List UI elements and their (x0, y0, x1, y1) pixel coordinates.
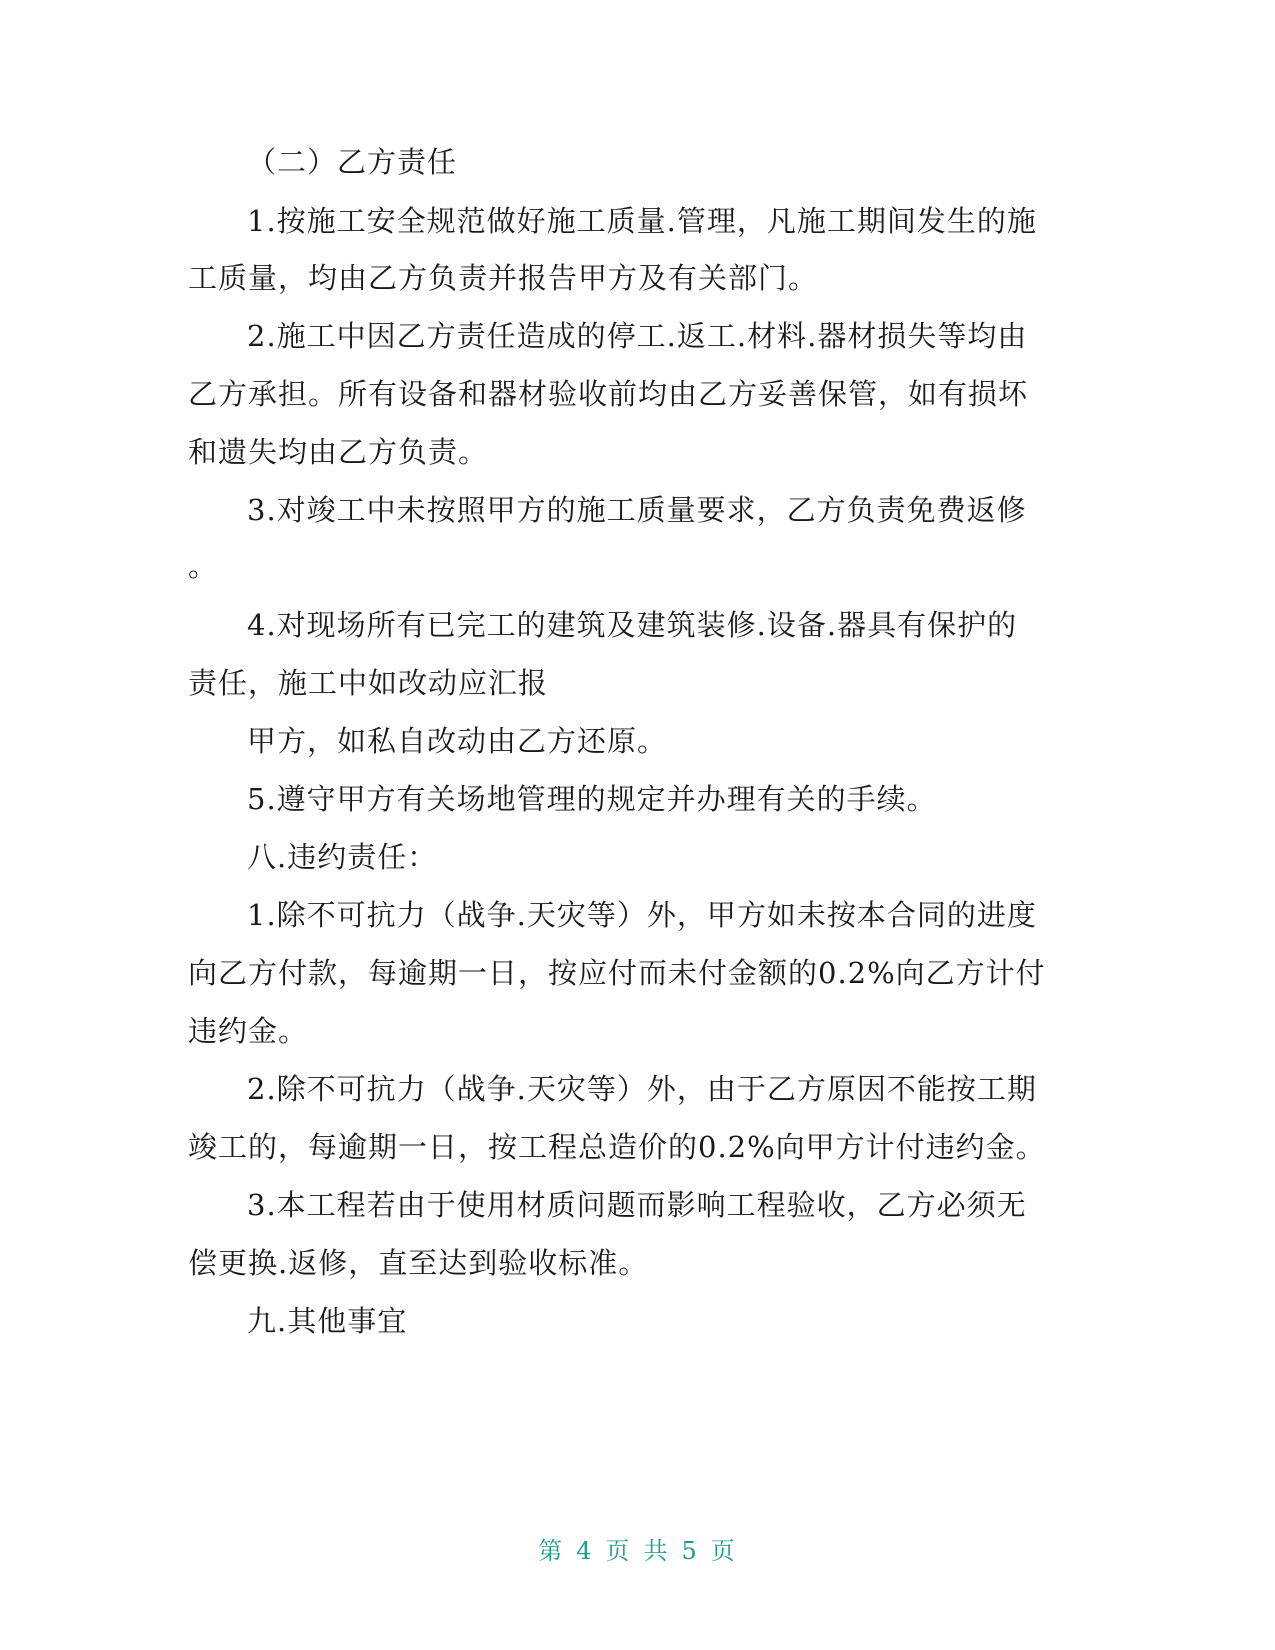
footer-current-page: 4 (576, 1537, 594, 1565)
paragraph-line: 1.除不可抗力（战争.天灾等）外，甲方如未按本合同的进度 (247, 898, 1037, 932)
paragraph-line: 偿更换.返修，直至达到验收标准。 (188, 1246, 649, 1280)
paragraph-line: 2.施工中因乙方责任造成的停工.返工.材料.器材损失等均由 (247, 319, 1028, 353)
paragraph-line: 甲方，如私自改动由乙方还原。 (247, 724, 668, 758)
footer-suffix: 页 (710, 1537, 737, 1565)
paragraph-line: 违约金。 (188, 1014, 309, 1048)
paragraph-line: 乙方承担。所有设备和器材验收前均由乙方妥善保管，如有损坏 (188, 377, 1029, 411)
section-heading: 九.其他事宜 (247, 1304, 408, 1338)
paragraph-line: 1.按施工安全规范做好施工质量.管理，凡施工期间发生的施 (247, 204, 1037, 238)
paragraph-line: 向乙方付款，每逾期一日，按应付而未付金额的0.2%向乙方计付 (188, 956, 1046, 990)
paragraph-line: 3.本工程若由于使用材质问题而影响工程验收，乙方必须无 (247, 1188, 1027, 1222)
paragraph-line: 工质量，均由乙方负责并报告甲方及有关部门。 (188, 261, 819, 295)
paragraph-line: 。 (188, 549, 219, 583)
footer-page-word: 页 (605, 1537, 632, 1565)
paragraph-line: 4.对现场所有已完工的建筑及建筑装修.设备.器具有保护的 (247, 608, 1018, 642)
footer-total-pages: 5 (681, 1537, 699, 1565)
paragraph-line: 3.对竣工中未按照甲方的施工质量要求，乙方负责免费返修 (247, 493, 1027, 527)
footer-total-word: 共 (643, 1537, 670, 1565)
section-heading: 八.违约责任： (247, 840, 438, 874)
page-footer (0, 1536, 1275, 1566)
paragraph-line: 和遗失均由乙方负责。 (188, 435, 489, 469)
paragraph-line: 2.除不可抗力（战争.天灾等）外，由于乙方原因不能按工期 (247, 1072, 1037, 1106)
footer-prefix: 第 (538, 1537, 565, 1565)
paragraph-line: 竣工的，每逾期一日，按工程总造价的0.2%向甲方计付违约金。 (188, 1130, 1046, 1164)
paragraph-line: 5.遵守甲方有关场地管理的规定并办理有关的手续。 (247, 782, 937, 816)
section-heading: （二）乙方责任 (247, 145, 458, 179)
paragraph-line: 责任，施工中如改动应汇报 (188, 666, 549, 700)
